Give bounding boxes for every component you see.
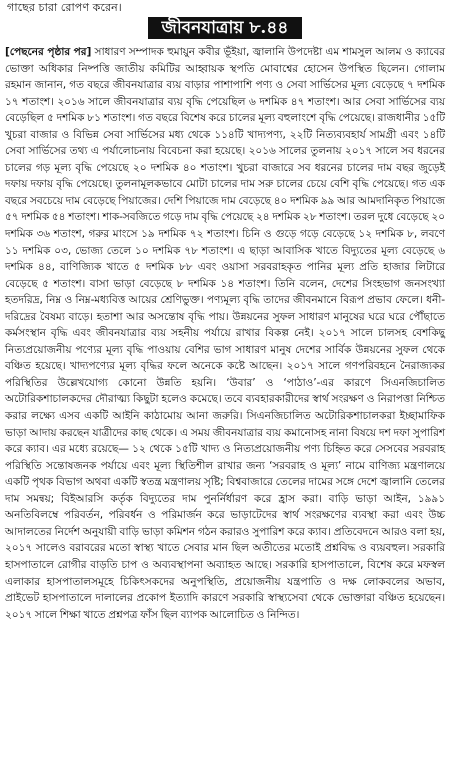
previous-article-tail: গাছের চারা রোপণ করেন। [7, 1, 122, 14]
article-body-text: সাধারণ সম্পাদক হুমায়ুন কবীর ভূঁইয়া, জ্বালানি উপদেষ্টা এম শামসুল আলম ও ক্যাবের ভোক্তা অধিকার নিষ্পত্তি জাতীয় কমিটির আহ্বায়ক স্থপতি মোবাশ্বের হোসেন উপস্থিত ছিলেন। গোলাম রহমান জানান, গত বছরে জীবনযাত্রার ব্যয় বাড়ার পাশাপাশি পণ্য ও সেবা সার্ভিসের মূল্য বেড়েছে ৭ দশমিক ১৭ শতাংশ। ২০১৬ সালে জীবনযাত্রার ব্যয় বৃদ্ধি পেয়েছিল ৬ দশমিক ৪৭ শতাংশ। আর সেবা সার্ভিসের ব্যয় বেড়েছিল ৫ দশমিক ৮১ শতাংশ। গত বছরে বিশেষ করে চালের মূল্য বহুলাংশে বৃদ্ধি পেয়েছে। রাজধানীর ১৫টি খুচরা বাজার ও বিভিন্ন সেবা সার্ভিসের মধ্য থেকে ১১৪টি খাদ্যপণ্য, ২২টি নিত্যব্যবহার্য সামগ্রী এবং ১৪টি সেবা সার্ভিসের তথ্য এ পর্যালোচনায় বিবেচনা করা হয়েছে। ২০১৬ সালের তুলনায় ২০১৭ সালে সব ধরনের চালের গড় মূল্য বৃদ্ধি পেয়েছে ২০ দশমিক ৪০ শতাংশ। খুচরা বাজারে সব ধরনের চালের দাম বছর জুড়েই দফায় দফায় বৃদ্ধি পেয়েছে। তুলনামূলকভাবে মোটা চালের দাম সরু চালের চেয়ে বেশি বৃদ্ধি পেয়েছে। গত এক বছরে সবচেয়ে দাম বেড়েছে পিয়াজের। দেশি পিয়াজে দাম বেড়েছে ৪০ দশমিক ৯৯ আর আমদানিকৃত পিয়াজে ৫৭ দশমিক ৫৪ শতাংশ। শাক-সবজিতে গড়ে দাম বৃদ্ধি পেয়েছে ২৪ দশমিক ২৮ শতাংশ। তরল দুধে বেড়েছে ২০ দশমিক ৩৬ শতাংশ, গরুর মাংসে ১৯ দশমিক ৭২ শতাংশ। চিনি ও গুড়ে গড়ে বেড়েছে ১২ দশমিক ৮, লবণে ১১ দশমিক ০৩, ভোজ্য তেলে ১০ দশমিক ৭৮ শতাংশ। এ ছাড়া আবাসিক খাতে বিদ্যুতের মূল্য বেড়েছে ৬ দশমিক ৪৪, বাণিজ্যিক খাতে ৫ দশমিক ৮৮ এবং ওয়াসা সরবরাহকৃত পানির মূল্য প্রতি হাজার লিটারে বেড়েছে ৫ শতাংশ। বাসা ভাড়া বেড়েছে ৮ দশমিক ১৪ শতাংশ। তিনি বলেন, দেশের সিংহভাগ জনসংখ্যা হতদরিদ্র, নিম্ন ও নিম্ন-মধ্যবিত্ত আয়ের শ্রেণিভুক্ত। পণ্যমূল্য বৃদ্ধি তাদের জীবনমানে বিরূপ প্রভাব ফেলে। ধনী-দরিদ্রের বৈষম্য বাড়ে। হতাশা আর অসন্তোষ বৃদ্ধি পায়। উন্নয়নের সুফল সাধারণ মানুষের ঘরে ঘরে পৌঁছাতে কর্মসংস্থান বৃদ্ধি এবং জীবনযাত্রার ব্যয় সহনীয় পর্যায়ে রাখার বিকল্প নেই। ২০১৭ সালে চালসহ বেশকিছু নিত্যপ্রয়োজনীয় পণ্যের মূল্য বৃদ্ধি পাওয়ায় বেশির ভাগ সাধারণ মানুষ দেশের সার্বিক উন্নয়নের সুফল থেকে বঞ্চিত হয়েছে। খাদ্যপণ্যের মূল্য বৃদ্ধির ফলে অনেকে কষ্টে আছেন। ২০১৭ সালে গণপরিবহনে নৈরাজ্যকর পরিস্থিতির উল্লেখযোগ্য কোনো উন্নতি হয়নি। ‘উবার’ ও ‘পাঠাও’-এর কারণে সিএনজিচালিত অটোরিকশাচালকদের দৌরাত্ম্য কিছুটা হলেও কমেছে। তবে ব্যবহারকারীদের স্বার্থ সংরক্ষণ ও নিরাপত্তা নিশ্চিত করার লক্ষ্যে এসব একটি আইনি কাঠামোয় আনা জরুরি। সিএনজিচালিত অটোরিকশাচালকরা ইচ্ছামাফিক ভাড়া আদায় করছেন যাত্রীদের কাছ থেকে। এ সময় জীবনযাত্রার ব্যয় কমানোসহ নানা বিষয়ে দশ দফা সুপারিশ করে ক্যাব। এর মধ্যে রয়েছে— ১২ থেকে ১৫টি খাদ্য ও নিত্যপ্রয়োজনীয় পণ্য চিহ্নিত করে সেসবের সরবরাহ পরিস্থিতি সন্তোষজনক পর্যায়ে এবং মূল্য স্থিতিশীল রাখার জন্য ‘সরবরাহ ও মূল্য’ নামে বাণিজ্য মন্ত্রণালয়ে একটি পৃথক বিভাগ অথবা একটি স্বতন্ত্র মন্ত্রণালয় সৃষ্টি; বিশ্ববাজারে তেলের দামের সঙ্গে দেশে জ্বালানি তেলের দাম সমন্বয়; বিইআরসি কর্তৃক বিদ্যুতের দাম পুনর্নির্ধারণ করে হ্রাস করা। বাড়ি ভাড়া আইন, ১৯৯১ অনতিবিলম্বে পরিবর্তন, পরিবর্ধন ও পরিমার্জন করে ভাড়াটেদের স্বার্থ সংরক্ষণের ব্যবস্থা করা এবং উচ্চ আদালতের নির্দেশ অনুযায়ী বাড়ি ভাড়া কমিশন গঠন করারও সুপারিশ করে ক্যাব। প্রতিবেদনে আরও বলা হয়, ২০১৭ সালেও বরাবরের মতো স্বাস্থ্য খাতে সেবার মান ছিল অতীতের মতোই প্রশ্নবিদ্ধ ও ব্যয়বহুল। সরকারি হাসপাতালে রোগীর বাড়তি চাপ ও অব্যবস্থাপনা অব্যাহত আছে। সরকারি হাসপাতালে, বিশেষ করে মফস্বল এলাকার হাসপাতালসমূহে চিকিৎসকদের অনুপস্থিতি, প্রয়োজনীয় যন্ত্রপাতি ও দক্ষ লোকবলের অভাব, প্রাইভেট হাসপাতালে দালালের প্রকোপ ইত্যাদি কারণে সরকারি স্বাস্থ্যসেবা থেকে ভোক্তারা বঞ্চিত হয়েছেন। ২০১৭ সালে শিক্ষা খাতে প্রশ্নপত্র ফাঁস ছিল ব্যাপক আলোচিত ও নিন্দিত। [5, 45, 446, 621]
continuation-kicker: [পেছনের পৃষ্ঠার পর] [5, 45, 92, 58]
article-body [5, 44, 445, 623]
headline-container [5, 16, 445, 40]
headline: জীবনযাত্রায় ৮.৪৪ [148, 17, 303, 39]
